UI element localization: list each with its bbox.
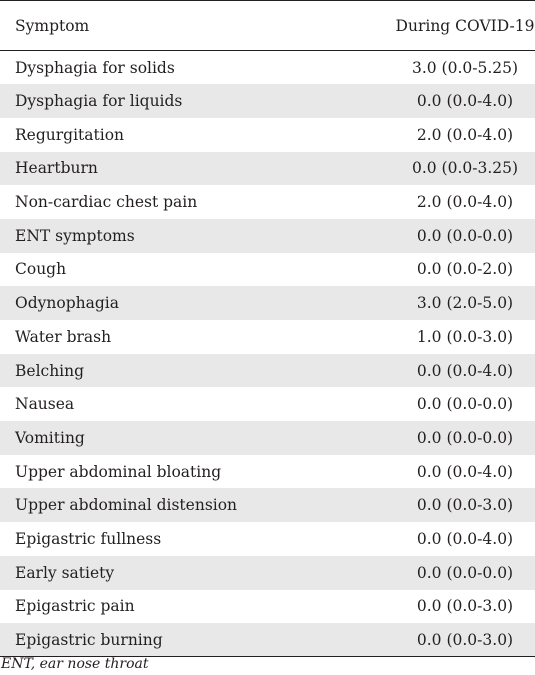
table-row [0,286,535,320]
table-row [0,387,535,421]
symptom-cell: Water brash [0,320,340,354]
value-cell: 0.0 (0.0-4.0) [340,84,535,118]
table-row [0,488,535,522]
value-cell: 2.0 (0.0-4.0) [340,185,535,219]
table-row [0,84,535,118]
table-row [0,455,535,489]
symptom-cell: Nausea [0,387,340,421]
value-cell: 0.0 (0.0-0.0) [340,387,535,421]
table-row [0,590,535,624]
table-row [0,219,535,253]
symptom-cell: Dysphagia for solids [0,51,340,85]
symptom-cell: Non-cardiac chest pain [0,185,340,219]
symptom-cell: Belching [0,354,340,388]
symptom-cell: ENT symptoms [0,219,340,253]
table-row [0,522,535,556]
value-cell: 0.0 (0.0-0.0) [340,421,535,455]
value-cell: 0.0 (0.0-4.0) [340,522,535,556]
value-cell: 3.0 (0.0-5.25) [340,51,535,85]
symptom-cell: Epigastric fullness [0,522,340,556]
table-row [0,118,535,152]
header-symptom: Symptom [0,1,340,51]
table-row [0,556,535,590]
symptom-cell: Heartburn [0,152,340,186]
table-row [0,152,535,186]
value-cell: 0.0 (0.0-3.0) [340,488,535,522]
value-cell: 3.0 (2.0-5.0) [340,286,535,320]
table-row [0,185,535,219]
symptom-cell: Odynophagia [0,286,340,320]
table-row [0,421,535,455]
table-footnote: ENT, ear nose throat [1,656,149,672]
value-cell: 0.0 (0.0-4.0) [340,354,535,388]
table-row [0,623,535,657]
value-cell: 0.0 (0.0-3.25) [340,152,535,186]
value-cell: 0.0 (0.0-2.0) [340,253,535,287]
table-header [0,1,535,51]
symptom-cell: Upper abdominal distension [0,488,340,522]
symptom-cell: Epigastric burning [0,623,340,657]
value-cell: 0.0 (0.0-3.0) [340,590,535,624]
value-cell: 2.0 (0.0-4.0) [340,118,535,152]
value-cell: 1.0 (0.0-3.0) [340,320,535,354]
table-row [0,51,535,85]
value-cell: 0.0 (0.0-0.0) [340,556,535,590]
symptom-cell: Regurgitation [0,118,340,152]
table-row [0,320,535,354]
table-row [0,253,535,287]
table-body [0,51,535,657]
symptom-cell: Cough [0,253,340,287]
value-cell: 0.0 (0.0-4.0) [340,455,535,489]
symptom-cell: Epigastric pain [0,590,340,624]
symptom-cell: Upper abdominal bloating [0,455,340,489]
header-during-covid: During COVID-19 [340,1,535,51]
value-cell: 0.0 (0.0-0.0) [340,219,535,253]
value-cell: 0.0 (0.0-3.0) [340,623,535,657]
symptom-cell: Early satiety [0,556,340,590]
table-row [0,354,535,388]
symptom-cell: Dysphagia for liquids [0,84,340,118]
symptom-cell: Vomiting [0,421,340,455]
header-row [0,1,535,51]
